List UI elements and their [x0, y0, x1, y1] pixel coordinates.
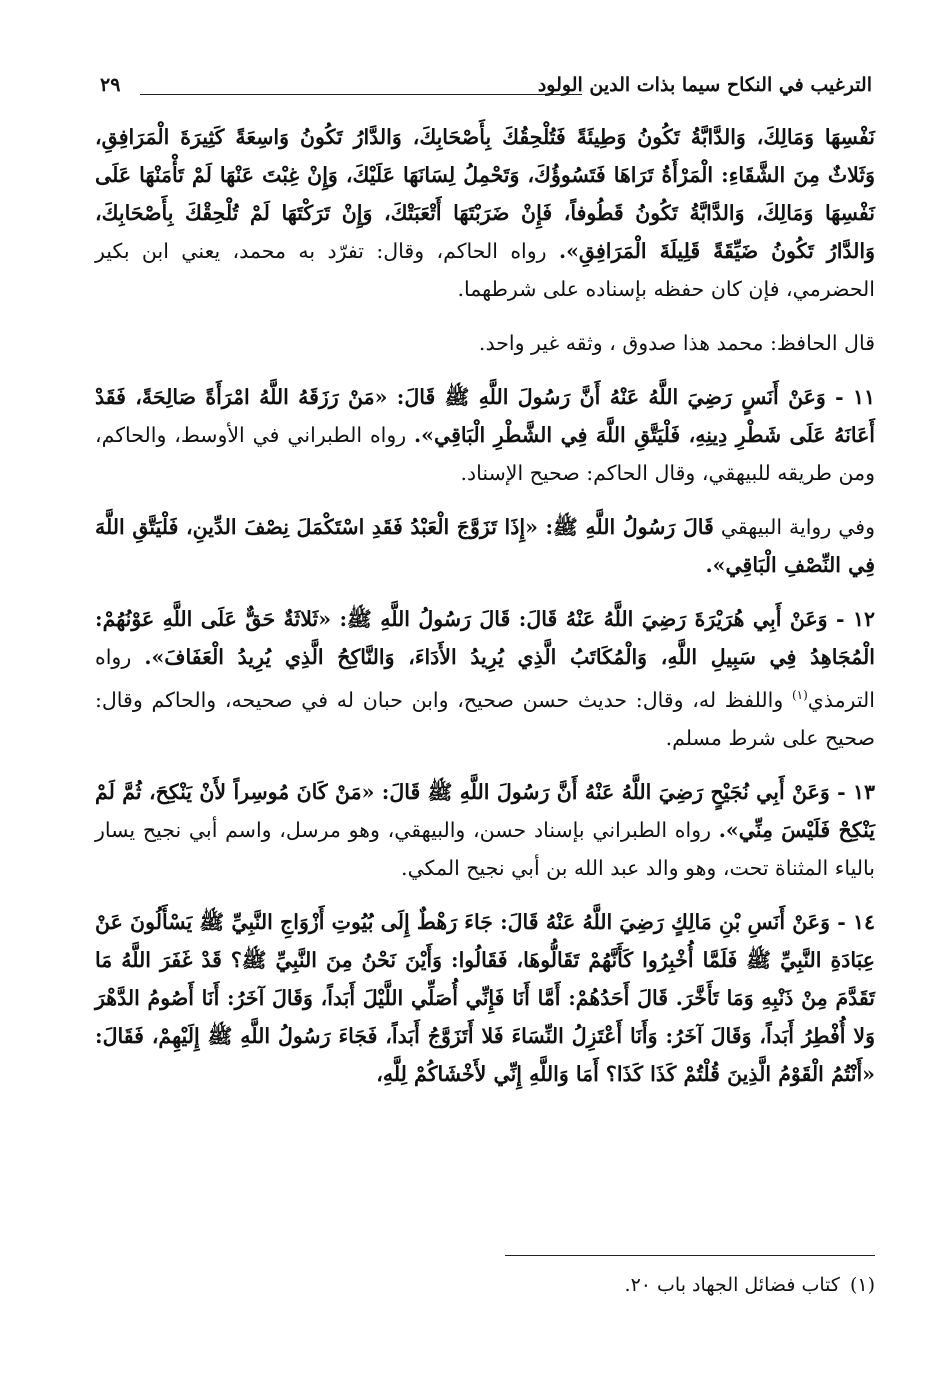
hadith-text: نَفْسِهَا وَمَالِكَ، وَالدَّابَّةُ تَكُونُ وَطِيئَةً فَتُلْحِقُكَ بِأَصْحَابِكَ، وَالدَّارُ تَكُونُ وَاسِعَةً كَثِيرَةَ الْمَرَافِقِ، وَثَلاثٌ مِنَ الشَّقَاءِ: الْمَرْأَةُ تَرَاهَا فَتَسُوؤُكَ، وَتَحْمِلُ لِسَانَهَا عَلَيْكَ، وَإِنْ غِبْتَ عَنْهَا لَمْ تَأْمَنْهَا عَلَى نَفْسِهَا وَمَالِكَ، وَالدَّابَّةُ تَكُونُ قَطُوفاً، فَإِنْ ضَرَبْتَهَا أَتْعَبَتْكَ، وَإِنْ تَرَكْتَهَا لَمْ تُلْحِقْكَ بِأَصْحَابِكَ، وَالدَّارُ تَكُونُ ضَيِّقَةً قَلِيلَةَ الْمَرَافِقِ».	[95, 125, 875, 263]
header-title: الترغيب في النكاح سيما بذات الدين الولود	[537, 74, 872, 96]
footnote-rule	[505, 1255, 875, 1256]
paragraph	[95, 600, 875, 757]
commentary-text: رواه الحاكم، وقال: تفرّد به محمد، يعني ابن بكير الحضرمي، فإن كان حفظه بإسناده على شرطهما.	[95, 239, 875, 301]
paragraph	[95, 378, 875, 492]
hadith-text: ١٢ - وَعَنْ أَبِي هُرَيْرَةَ رَضِيَ اللَّهُ عَنْهُ قَالَ: قَالَ رَسُولُ اللَّهِ ﷺ: «ثَلاثَةٌ حَقٌّ عَلَى اللَّهِ عَوْنُهُمْ: الْمُجَاهِدُ فِي سَبِيلِ اللَّهِ، وَالْمُكَاتَبُ الَّذِي يُرِيدُ الأَدَاءَ، وَالنَّاكِحُ الَّذِي يُرِيدُ الْعَفَافَ».	[95, 607, 875, 669]
footnote-ref: (١)	[791, 688, 808, 702]
paragraph	[95, 508, 875, 584]
paragraph	[95, 773, 875, 887]
page-number: ٢٩	[100, 74, 121, 96]
hadith-text: قَالَ رَسُولُ اللَّهِ ﷺ: «إِذَا تَزَوَّجَ الْعَبْدُ فَقَدِ اسْتَكْمَلَ نِصْفَ الدِّينِ، فَلْيَتَّقِ اللَّهَ فِي النِّصْفِ الْبَاقِي».	[95, 515, 875, 577]
hadith-text: ١٤ - وَعَنْ أَنَسِ بْنِ مَالِكٍ رَضِيَ اللَّهُ عَنْهُ قَالَ: جَاءَ رَهْطٌ إِلَى بُيُوتِ أَزْوَاجِ النَّبِيِّ ﷺ يَسْأَلُونَ عَنْ عِبَادَةِ النَّبِيِّ ﷺ فَلَمَّا أُخْبِرُوا كَأَنَّهُمْ تَقَالُّوهَا، فَقَالُوا: وَأَيْنَ نَحْنُ مِنَ النَّبِيِّ ﷺ؟ قَدْ غَفَرَ اللَّهُ مَا تَقَدَّمَ مِنْ ذَنْبِهِ وَمَا تَأَخَّرَ. قَالَ أَحَدُهُمْ: أَمَّا أَنَا فَإِنِّي أُصَلِّي اللَّيْلَ أَبَداً، وَقَالَ آخَرُ: أَنَا أَصُومُ الدَّهْرَ وَلا أُفْطِرُ أَبَداً، وَقَالَ آخَرُ: وَأَنَا أَعْتَزِلُ النِّسَاءَ فَلا أَتَزَوَّجُ أَبَداً، فَجَاءَ رَسُولُ اللَّهِ ﷺ إِلَيْهِمْ، فَقَالَ: «أَنْتُمُ الْقَوْمُ الَّذِينَ قُلْتُمْ كَذَا كَذَا؟ أَمَا وَاللَّهِ إِنِّي لأَخْشَاكُمْ لِلَّهِ،	[95, 909, 875, 1086]
commentary-text: قال الحافظ: محمد هذا صدوق ، وثقه غير واحد.	[478, 331, 875, 355]
commentary-text: رواه الترمذي	[95, 645, 875, 712]
paragraph	[95, 118, 875, 308]
commentary-text: وفي رواية البيهقي	[713, 515, 876, 539]
hadith-text: ١٣ - وَعَنْ أَبِي نُجَيْحٍ رَضِيَ اللَّهُ عَنْهُ أَنَّ رَسُولَ اللَّهِ ﷺ قَالَ: «مَنْ كَانَ مُوسِراً لأَنْ يَنْكِحَ، ثُمَّ لَمْ يَنْكِحْ فَلَيْسَ مِنِّي».	[95, 779, 875, 842]
footnote-number: (١)	[849, 1274, 875, 1296]
commentary-text: رواه الطبراني بإسناد حسن، والبيهقي، وهو مرسل، واسم أبي نجيح يسار بالياء المثناة تحت، وهو والد عبد الله بن أبي نجيح المكي.	[95, 817, 875, 880]
running-header	[100, 72, 872, 106]
footnote-text: كتاب فضائل الجهاد باب ٢٠.	[624, 1274, 840, 1296]
paragraph	[95, 324, 875, 362]
main-text	[95, 118, 875, 1109]
header-rule	[140, 94, 582, 95]
commentary-text: واللفظ له، وقال: حديث حسن صحيح، وابن حبان له في صحيحه، والحاكم وقال: صحيح على شرط مسلم.	[95, 687, 875, 750]
commentary-text: رواه الطبراني في الأوسط، والحاكم، ومن طريقه للبيهقي، وقال الحاكم: صحيح الإسناد.	[95, 423, 875, 485]
hadith-text: ١١ - وَعَنْ أَنَسٍ رَضِيَ اللَّهُ عَنْهُ أَنَّ رَسُولَ اللَّهِ ﷺ قَالَ: «مَنْ رَزَقَهُ اللَّهُ امْرَأَةً صَالِحَةً، فَقَدْ أَعَانَهُ عَلَى شَطْرِ دِينِهِ، فَلْيَتَّقِ اللَّهَ فِي الشَّطْرِ الْبَاقِي».	[95, 385, 876, 447]
footnote	[375, 1274, 875, 1296]
paragraph	[95, 903, 875, 1093]
